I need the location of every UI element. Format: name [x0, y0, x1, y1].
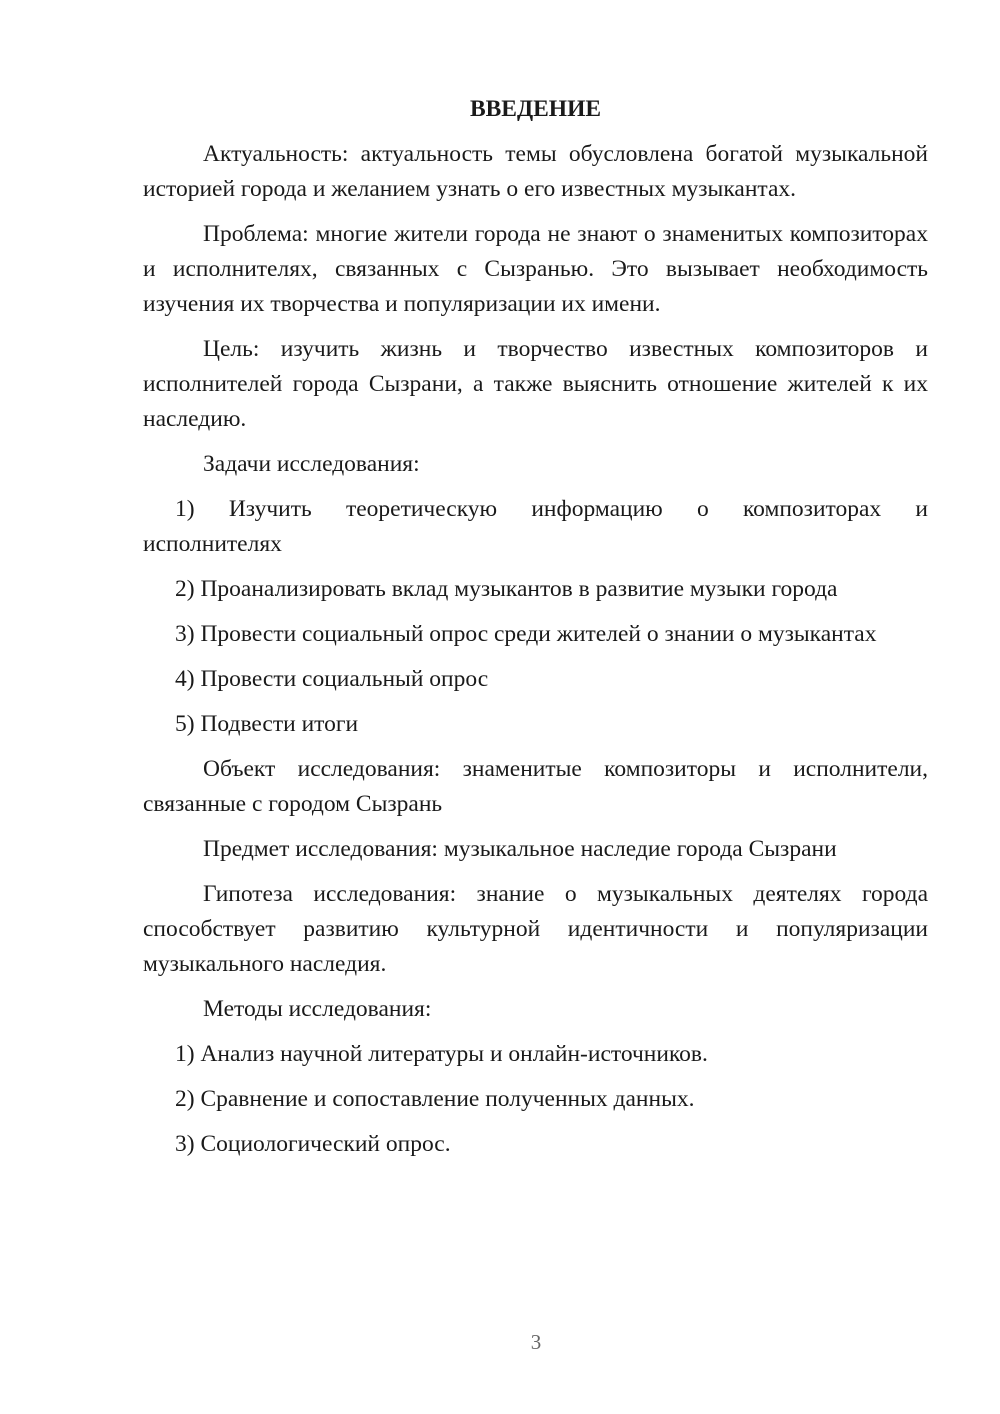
goal-paragraph: Цель: изучить жизнь и творчество известных композиторов и исполнителей города Сызрани, а также выяснить отношение жителей к их наследию.: [143, 336, 928, 432]
task-item-2: 2) Проанализировать вклад музыкантов в развитие музыки города: [175, 576, 838, 602]
tasks-title: Задачи исследования:: [203, 451, 420, 477]
task-item-1: 1) Изучить теоретическую информацию о композиторах и исполнителях: [143, 496, 928, 557]
subject-paragraph: Предмет исследования: музыкальное наследие города Сызрани: [203, 836, 837, 862]
task-item-3: 3) Провести социальный опрос среди жителей о знании о музыкантах: [175, 621, 877, 647]
hypothesis-paragraph: Гипотеза исследования: знание о музыкальных деятелях города способствует развитию культурной идентичности и популяризации музыкального наследия.: [143, 881, 928, 977]
method-item-3: 3) Социологический опрос.: [175, 1131, 451, 1157]
method-item-2: 2) Сравнение и сопоставление полученных данных.: [175, 1086, 695, 1112]
actuality-paragraph: Актуальность: актуальность темы обусловлена богатой музыкальной историей города и желанием узнать о его известных музыкантах.: [143, 141, 928, 202]
methods-title: Методы исследования:: [203, 996, 432, 1022]
object-paragraph: Объект исследования: знаменитые композиторы и исполнители, связанные с городом Сызрань: [143, 756, 928, 817]
task-item-4: 4) Провести социальный опрос: [175, 666, 489, 692]
method-item-1: 1) Анализ научной литературы и онлайн-источников.: [175, 1041, 708, 1067]
task-item-5: 5) Подвести итоги: [175, 711, 359, 737]
problem-paragraph: Проблема: многие жители города не знают о знаменитых композиторах и исполнителях, связанных с Сызранью. Это вызывает необходимость изучения их творчества и популяризации их имени.: [143, 221, 928, 317]
section-heading: ВВЕДЕНИЕ: [469, 96, 602, 122]
page-content: [143, 92, 928, 1172]
page-number: 3: [530, 1330, 542, 1354]
